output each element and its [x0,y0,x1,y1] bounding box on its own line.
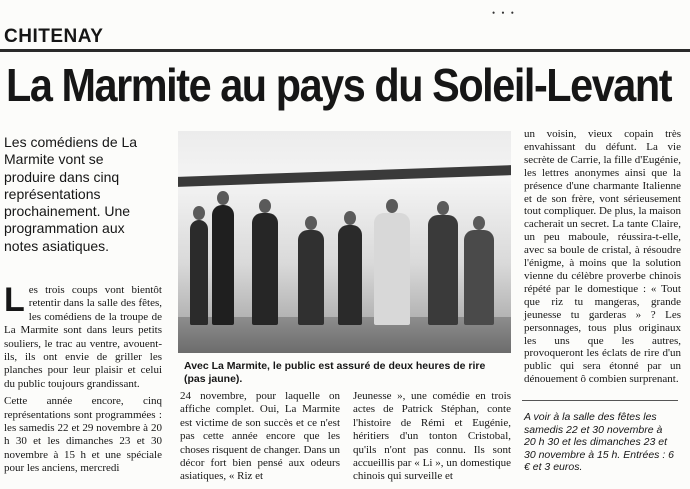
article-column-3 [353,390,511,484]
info-box: A voir à la salle des fêtes les samedis 22 et 30 novembre à 20 h 30 et les dimanches 23 et 30 novembre à 15 h. Entrées : 6 € et 3 euros. [524,411,675,474]
photo-figure [212,205,234,325]
column-2-text: 24 novembre, pour laquelle on affiche complet. Oui, La Marmite est victime de son succès et ce n'est pas cette année encore que les choses risquent de changer. Dans un décor fort bien pensé aux odeurs asiatiques, « Riz et [180,390,340,483]
lead-paragraph: es trois coups vont bientôt retentir dans la salle des fêtes, les comédiens de la troupe de La Marmite sont dans leurs petits souliers, le trac au ventre, avouent-ils, ils ont envie de griller les planches pour leur plaisir et celui du public toujours grandissant. [4,284,162,390]
troupe-photo [178,131,511,353]
headline: La Marmite au pays du Soleil-Levant [6,59,672,111]
section-rule [0,49,690,52]
photo-figure [374,213,410,325]
photo-figure [464,230,494,325]
drop-cap: L [4,281,25,319]
column-1-paragraph-2: Cette année encore, cinq représentations sont programmées : les samedis 22 et 29 novembre à 20 h 30 et les dimanches 23 et 30 novembre à 15 h et une spéciale pour les anciens, mercredi [4,395,162,475]
photo-figure [428,215,458,325]
photo-figure [298,230,324,325]
section-label: CHITENAY [4,26,104,47]
article-column-2 [180,390,340,484]
photo-caption: Avec La Marmite, le public est assuré de deux heures de rire (pas jaune). [184,360,486,385]
info-box-rule [522,400,678,401]
page-marker-dots: • • • [492,8,516,18]
column-4-text: un voisin, vieux copain très envahissant du défunt. La vie secrète de Carrie, la fille d'Eugénie, les lettres anonymes ainsi que la présence d'une charmante Italienne et de son frère, vont sérieusement tout compliquer. De plus, la maison cacherait un secret. La tante Claire, un peu maboule, réussira-t-elle, avec sa boule de cristal, à résoudre l'énigme, à moins que la solution vienne du célèbre proverbe chinois répété par le domestique : « Tout que riz tu mangeras, grande jeunesse tu garderas » ? Les personnages, tous plus originaux les uns que les autres, provoqueront les éclats de rire d'un public qui sera étonné par un dénouement ô combien surprenant. [524,128,681,386]
article-column-4 [524,128,681,386]
photo-stage-beam [178,165,511,187]
column-3-text: Jeunesse », une comédie en trois actes de Patrick Stéphan, conte l'histoire de Rémi et Eugénie, héritiers d'un tonton Cristobal, qu'ils n'ont pas connu. Ils sont accueillis par « Li », un domestique chinois qui surveille et [353,390,511,483]
article-column-1 [4,281,162,476]
photo-figure [252,213,278,325]
photo-figure [338,225,362,325]
photo-figure [190,220,208,325]
standfirst: Les comédiens de La Marmite vont se produire dans cinq représentations prochainement. Une programmation aux notes asiatiques. [4,134,138,254]
